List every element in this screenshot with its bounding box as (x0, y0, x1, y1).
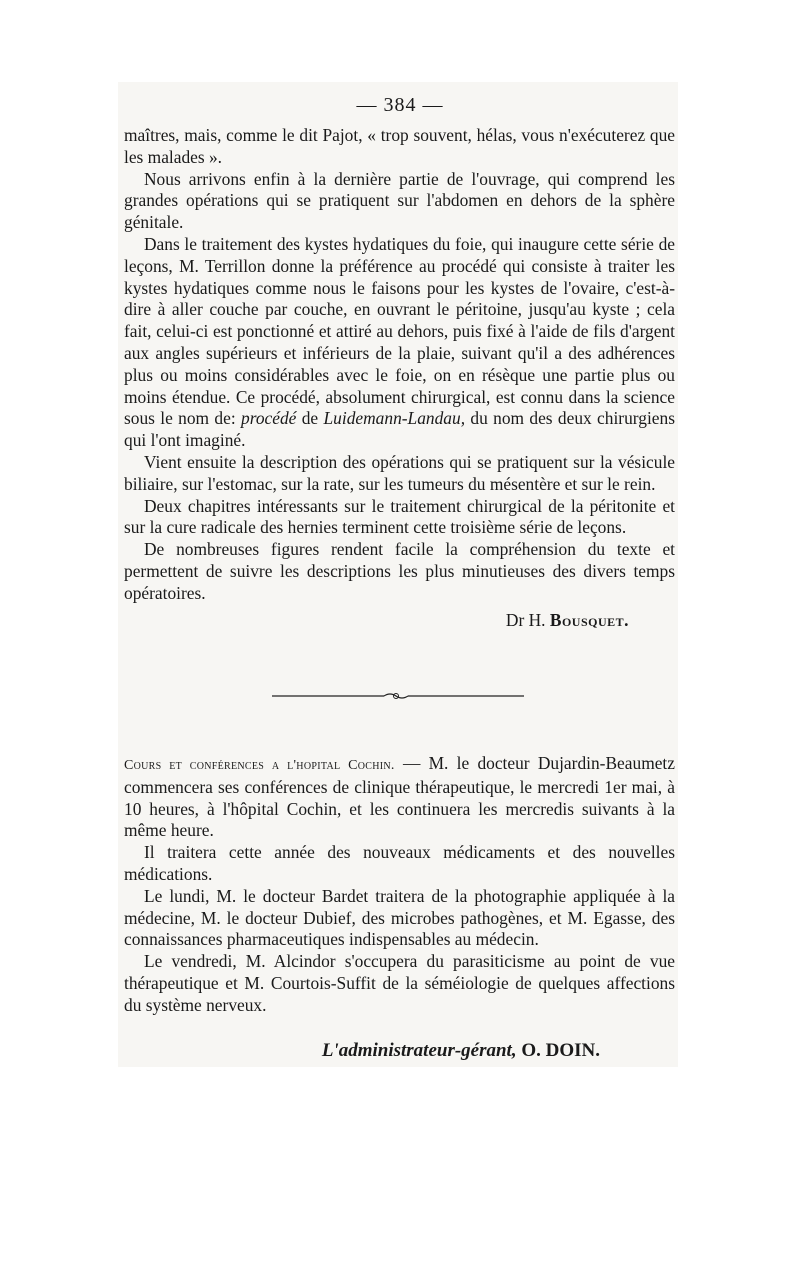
paragraph-text: — M. le docteur Dujardin-Beaumetz commencera ses conférences de clinique thérapeutique, le mercredi 1er mai, à 10 heures, à l'hôpital Cochin, et les continuera les mercredis suivants à la même heure. (124, 753, 675, 841)
paragraph: Nous arrivons enfin à la dernière partie de l'ouvrage, qui comprend les grandes opérations qui se pratiquent sur l'abdomen en dehors de la sphère génitale. (124, 168, 675, 233)
publisher-signature (124, 1040, 600, 1062)
paragraph-text: Dans le traitement des kystes hydatiques du foie, qui inaugure cette série de leçons, M. Terrillon donne la préférence au procédé qui consiste à traiter les kystes hydatiques comme nous le faisons pour les kystes de l'ovaire, c'est-à-dire à aller couche par couche, en ouvrant le péritoine, jusqu'au kyste ; cela fait, celui-ci est ponctionné et attiré au dehors, puis fixé à l'aide de fils d'argent aux angles supérieurs et inférieurs de la plaie, suivant qu'il a des adhérences plus ou moins considérables avec le foie, on en résèque une partie plus ou moins étendue. Ce procédé, absolument chirurgical, est connu dans la science sous le nom de: (124, 233, 675, 429)
closing-title: L'administrateur-gérant, (321, 1040, 517, 1061)
paragraph: Deux chapitres intéressants sur le traitement chirurgical de la péritonite et sur la cure radicale des hernies terminent cette troisième série de leçons. (124, 495, 675, 538)
signature-name: Bousquet. (549, 609, 629, 630)
italic-term: Luidemann-Landau, (323, 408, 466, 429)
signature-prefix: Dr H. (505, 609, 546, 630)
closing-name: O. DOIN. (521, 1040, 600, 1061)
paragraph: Le vendredi, M. Alcindor s'occupera du parasiticisme au point de vue thérapeutique et M. Courtois-Suffit de la séméiologie de quelques affections du système nerveux. (124, 951, 675, 1015)
paragraph: Le lundi, M. le docteur Bardet traitera de la photographie appliquée à la médecine, M. le docteur Dubief, des microbes pathogènes, et M. Egasse, des connaissances pharmaceutiques indispensables au médecin. (124, 885, 675, 950)
paragraph: De nombreuses figures rendent facile la compréhension du texte et permettent de suivre les descriptions les plus minutieuses des divers temps opératoires. (124, 539, 675, 603)
review-section (124, 125, 675, 633)
paragraph: maîtres, mais, comme le dit Pajot, « trop souvent, hélas, vous n'exécuterez que les malades ». (124, 125, 675, 167)
italic-term: procédé (241, 408, 297, 429)
paragraph (124, 234, 675, 452)
section-heading: Cours et conférences a l'hopital Cochin. (124, 758, 395, 773)
paragraph-text: de (301, 408, 319, 429)
author-signature (124, 607, 675, 633)
paragraph: Vient ensuite la description des opérations qui se pratiquent sur la vésicule biliaire, sur l'estomac, sur la rate, sur les tumeurs du mésentère et sur le rein. (124, 451, 675, 494)
page-number: — 384 — (356, 94, 444, 116)
ornamental-divider (272, 692, 524, 700)
paragraph: Il traitera cette année des nouveaux médicaments et des nouvelles médications. (124, 842, 675, 884)
paragraph-text: du nom des deux chirurgiens qui l'ont imaginé. (124, 408, 675, 451)
announcement-section (124, 753, 675, 1017)
paragraph (124, 753, 675, 842)
